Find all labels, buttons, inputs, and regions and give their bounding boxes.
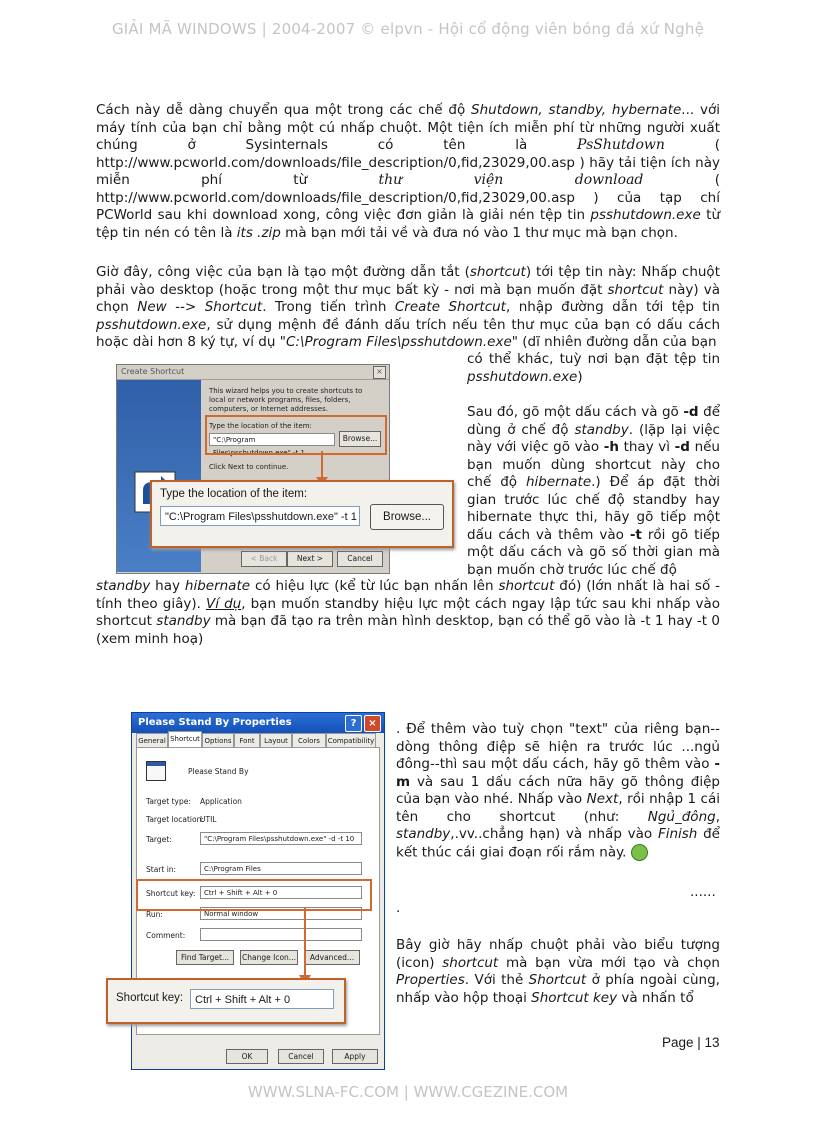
paragraph-2: Giờ đây, công việc của bạn là tạo một đường dẫn tắt (shortcut) tới tệp tin này: Nhấp chuột phải vào desktop (hoặc trong một thư mục bất kỳ - nơi mà bạn muốn đặt shortcut này) và chọn New --> Shortcut. Trong tiến trình Create Shortcut, nhập đường dẫn tới tệp tin psshutdown.exe, sử dụng mệnh đề đánh dấu trích nếu tên thư mục của bạn có dấu cách hoặc dài hơn 8 ký tự, ví dụ "C:\Program Files\psshutdown.exe" (dĩ nhiên đường dẫn của bạn [96,264,720,350]
target-type-value: Application [200,797,242,806]
tab-font[interactable]: Font [234,733,260,749]
target-location-value: UTIL [200,815,217,824]
run-label: Run: [146,910,163,919]
close-icon[interactable]: × [373,366,386,379]
start-in-input[interactable]: C:\Program Files [200,862,362,875]
shortcut-key-zoom [106,978,346,1024]
next-button[interactable]: Next > [287,551,333,567]
highlight-box [136,879,372,911]
arrow-down-icon [295,907,315,987]
smiley-icon [631,844,648,861]
next-hint: Click Next to continue. [209,463,289,471]
tab-colors[interactable]: Colors [292,733,326,749]
paragraph-3-continued: standby hay hibernate có hiệu lực (kể từ lúc bạn nhấn lên shortcut đó) (lớn nhất là hai số - tính theo giây). Ví dụ, bạn muốn standby hiệu lực một cách ngay lập tức sau khi nhấp vào shortcut standby mà bạn đã tạo ra trên màn hình desktop, bạn có thể gõ vào là -t 1 hay -t 0 (xem minh hoạ) [96,578,720,647]
tab-shortcut[interactable]: Shortcut [168,731,202,748]
advanced-button[interactable]: Advanced... [304,950,360,965]
shortcut-key-label: Shortcut key: [146,889,196,898]
target-label: Target: [146,835,172,844]
wizard-intro: This wizard helps you to create shortcuts to local or network programs, files, folders, computers, or Internet addresses. [209,387,363,413]
zoom-browse-button[interactable]: Browse... [370,504,444,530]
page-footer: WWW.SLNA-FC.COM | WWW.CGEZINE.COM [247,1083,569,1101]
paragraph-2-continued: có thể khác, tuỳ nơi bạn đặt tệp tin psshutdown.exe) [467,351,720,385]
location-zoom [150,480,454,548]
comment-label: Comment: [146,931,186,940]
tab-layout[interactable]: Layout [260,733,292,749]
cancel-button[interactable]: Cancel [337,551,383,567]
tab-general[interactable]: General [136,733,168,749]
change-icon-button[interactable]: Change Icon... [240,950,298,965]
dot: . [396,900,401,916]
target-location-label: Target location: [146,815,204,824]
shortcut-name: Please Stand By [188,767,249,776]
help-icon[interactable]: ? [345,715,362,732]
zoom-location-label: Type the location of the item: [160,488,308,500]
tab-options[interactable]: Options [202,733,234,749]
page-number: Page | 13 [662,1035,720,1050]
paragraph-3: Sau đó, gõ một dấu cách và gõ -d để dùng ở chế độ standby. (lặp lại việc này với việc gõ vào -h thay vì -d nếu bạn muốn dùng shortcut này cho chế độ hibernate.) Để áp đặt thời gian trước lúc chế độ standby hay hibernate thực thi, hãy gõ tiếp một dấu cách và thêm vào -t rồi gõ tiếp một dấu cách và gõ số thời gian mà bạn muốn chờ trước lúc chế độ [467,404,720,578]
ok-button[interactable]: OK [226,1049,268,1064]
app-icon [146,761,166,781]
highlight-box [205,415,387,455]
run-select[interactable]: Normal window [200,907,362,920]
cancel-button[interactable]: Cancel [278,1049,324,1064]
dialog-titlebar [117,365,389,380]
target-type-label: Target type: [146,797,191,806]
dialog-title: Create Shortcut [121,367,185,376]
comment-input[interactable] [200,928,362,941]
location-input[interactable]: "C:\Program Files\psshutdown.exe" -t 1 [209,433,335,446]
find-target-button[interactable]: Find Target... [176,950,234,965]
zoom-key-input[interactable]: Ctrl + Shift + Alt + 0 [190,989,334,1009]
properties-title: Please Stand By Properties [138,717,292,728]
paragraph-4: . Để thêm vào tuỳ chọn "text" của riêng bạn--dòng thông điệp sẽ hiện ra trước lúc ...ngủ đông--thì sau một dấu cách, hãy gõ thêm vào -m và sau 1 dấu cách nữa hãy gõ thông điệp của bạn vào nhé. Nhấp vào Next, rồi nhập 1 cái tên cho shortcut (như: Ngủ_đông, standby,.vv..chẳng hạn) và nhấp vào Finish để kết thúc cái giai đoạn rối rắm này. [396,721,720,860]
zoom-location-input[interactable]: "C:\Program Files\psshutdown.exe" -t 1 [160,506,360,526]
ellipsis: ...... [690,884,716,900]
back-button[interactable]: < Back [241,551,287,567]
target-input[interactable]: "C:\Program Files\psshutdown.exe" -d -t 10 [200,832,362,845]
shortcut-key-input[interactable]: Ctrl + Shift + Alt + 0 [200,886,362,899]
page-header: GIẢI MÃ WINDOWS | 2004-2007 © elpvn - Hội cổ động viên bóng đá xứ Nghệ [111,20,705,38]
browse-button[interactable]: Browse... [339,431,381,447]
close-icon[interactable]: × [364,715,381,732]
apply-button[interactable]: Apply [332,1049,378,1064]
paragraph-1: Cách này dễ dàng chuyển qua một trong các chế độ Shutdown, standby, hybernate... với máy tính của bạn chỉ bằng một cú nhấp chuột. Một tiện ích miễn phí từ những người xuất chúng ở Sysinternals có tên là PsShutdown ( http://www.pcworld.com/downloads/file_description/0,fid,23029,00.asp ) hãy tải tiện ích này miễn phí từ thư viện download ( http://www.pcworld.com/downloads/file_description/0,fid,23029,00.asp ) của tạp chí PCWorld sau khi download xong, công việc đơn giản là giải nén tệp tin psshutdown.exe từ tệp tin nén có tên là its .zip mà bạn mới tải về và đưa nó vào 1 thư mục mà bạn chọn. [96,102,721,241]
start-in-label: Start in: [146,865,177,874]
tab-compatibility[interactable]: Compatibility [326,733,376,749]
location-label: Type the location of the item: [209,422,312,430]
properties-titlebar [132,713,384,733]
zoom-key-label: Shortcut key: [116,992,184,1004]
paragraph-5: Bây giờ hãy nhấp chuột phải vào biểu tượng (icon) shortcut mà bạn vừa mới tạo và chọn Properties. Với thẻ Shortcut ở phía ngoài cùng, nhấp vào hộp thoại Shortcut key và nhấn tổ [396,937,720,1006]
